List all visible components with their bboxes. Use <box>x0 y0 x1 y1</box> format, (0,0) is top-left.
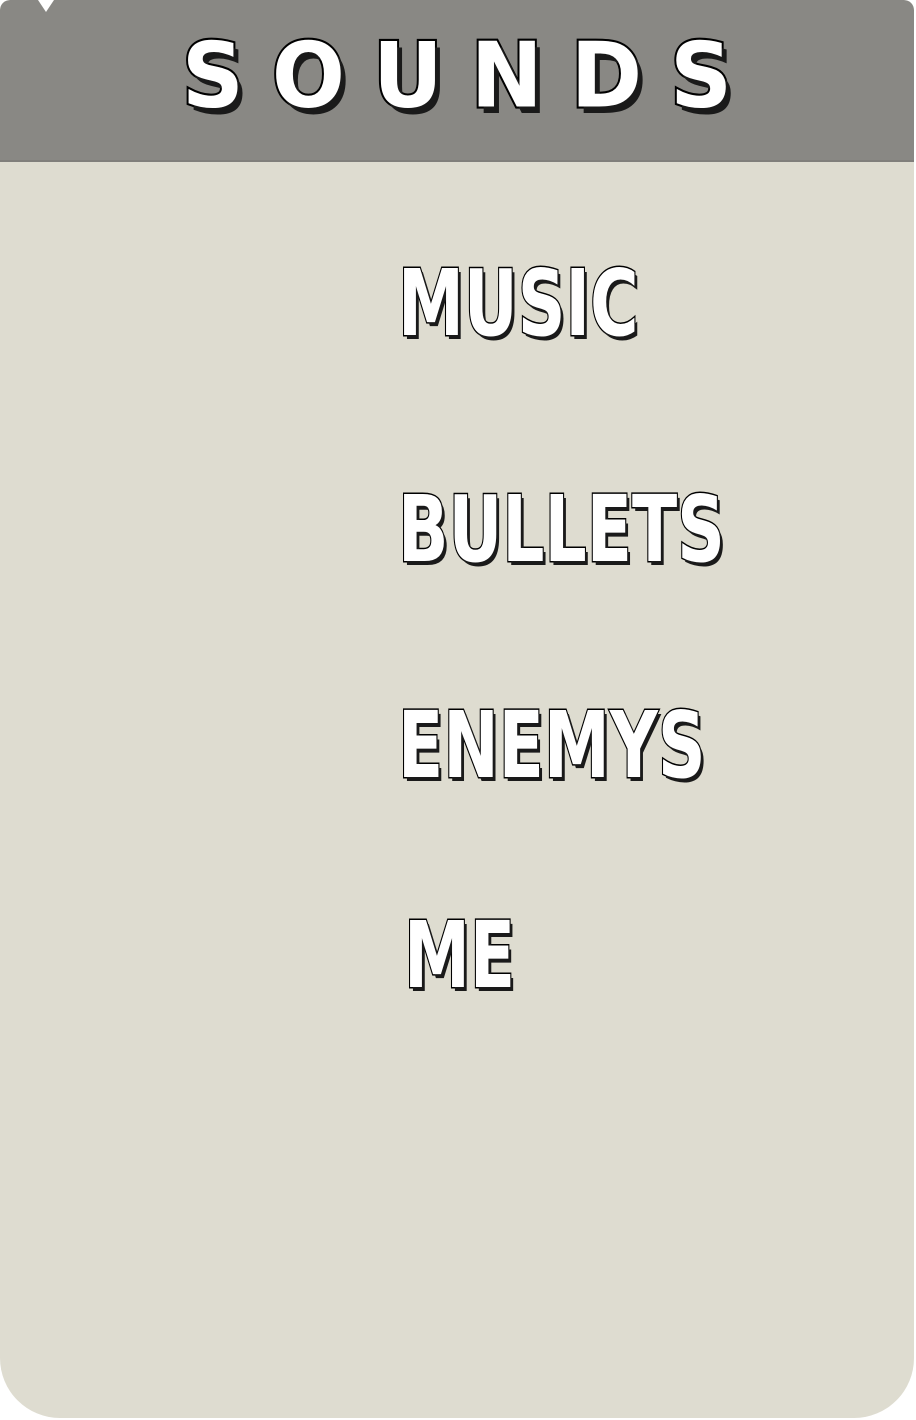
menu-item-music[interactable]: MUSIC <box>398 250 639 357</box>
header-bar <box>0 0 914 162</box>
menu-item-bullets[interactable]: BULLETS <box>398 476 725 583</box>
menu-item-enemys[interactable]: ENEMYS <box>398 692 706 799</box>
header-notch <box>38 0 54 12</box>
page-title: SOUNDS <box>181 23 761 129</box>
menu-item-me[interactable]: ME <box>404 902 516 1009</box>
